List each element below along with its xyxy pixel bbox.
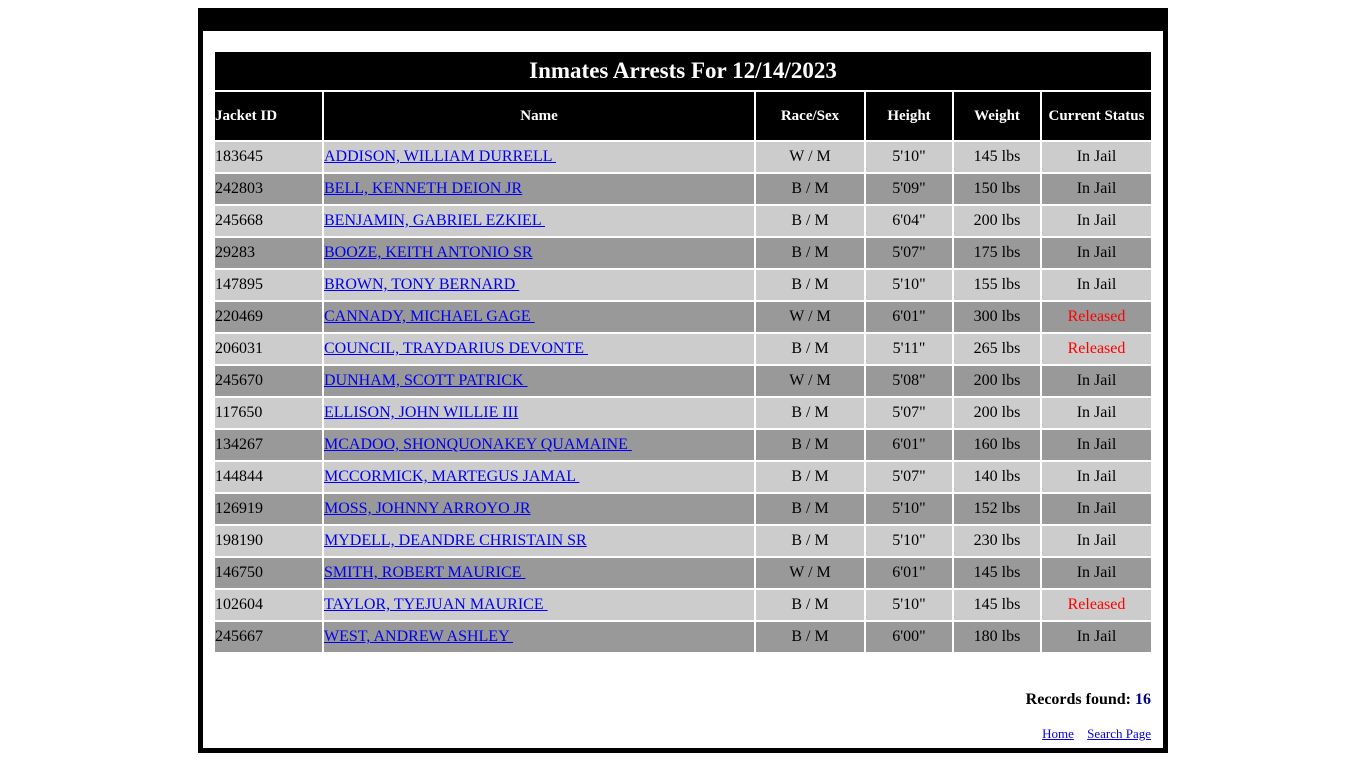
jacket-id-cell: 183645 — [215, 142, 322, 172]
weight-cell: 145 lbs — [954, 142, 1040, 172]
column-header-race-sex: Race/Sex — [756, 92, 864, 140]
status-cell: In Jail — [1042, 174, 1151, 204]
jacket-id-cell: 206031 — [215, 334, 322, 364]
weight-cell: 175 lbs — [954, 238, 1040, 268]
table-row — [215, 142, 1151, 172]
height-cell: 5'07" — [866, 462, 952, 492]
status-cell: Released — [1042, 590, 1151, 620]
weight-cell: 230 lbs — [954, 526, 1040, 556]
column-header-jacket-id: Jacket ID — [215, 92, 322, 140]
race-sex-cell: W / M — [756, 302, 864, 332]
page-title: Inmates Arrests For 12/14/2023 — [215, 52, 1151, 90]
inmate-name-link[interactable]: DUNHAM, SCOTT PATRICK — [324, 372, 528, 389]
jacket-id-cell: 147895 — [215, 270, 322, 300]
inmate-name-link[interactable]: WEST, ANDREW ASHLEY — [324, 628, 514, 645]
weight-cell: 200 lbs — [954, 398, 1040, 428]
status-cell: In Jail — [1042, 238, 1151, 268]
name-cell — [324, 206, 754, 236]
height-cell: 6'01" — [866, 430, 952, 460]
jacket-id-cell: 242803 — [215, 174, 322, 204]
inmate-name-link[interactable]: ADDISON, WILLIAM DURRELL — [324, 148, 556, 165]
name-cell — [324, 590, 754, 620]
jacket-id-cell: 144844 — [215, 462, 322, 492]
height-cell: 5'10" — [866, 526, 952, 556]
weight-cell: 145 lbs — [954, 558, 1040, 588]
inmate-name-link[interactable]: MCADOO, SHONQUONAKEY QUAMAINE — [324, 436, 632, 453]
jacket-id-cell: 117650 — [215, 398, 322, 428]
name-cell — [324, 558, 754, 588]
weight-cell: 200 lbs — [954, 366, 1040, 396]
jacket-id-cell: 220469 — [215, 302, 322, 332]
height-cell: 6'04" — [866, 206, 952, 236]
height-cell: 6'01" — [866, 302, 952, 332]
weight-cell: 152 lbs — [954, 494, 1040, 524]
name-cell — [324, 302, 754, 332]
status-cell: In Jail — [1042, 206, 1151, 236]
inmate-name-link[interactable]: CANNADY, MICHAEL GAGE — [324, 308, 535, 325]
table-row — [215, 526, 1151, 556]
height-cell: 5'07" — [866, 238, 952, 268]
table-header — [215, 92, 1151, 140]
jacket-id-cell: 29283 — [215, 238, 322, 268]
status-cell: Released — [1042, 302, 1151, 332]
records-count: 16 — [1135, 691, 1151, 708]
jacket-id-cell: 134267 — [215, 430, 322, 460]
race-sex-cell: B / M — [756, 590, 864, 620]
table-row — [215, 238, 1151, 268]
status-cell: In Jail — [1042, 366, 1151, 396]
height-cell: 6'01" — [866, 558, 952, 588]
race-sex-cell: W / M — [756, 558, 864, 588]
race-sex-cell: W / M — [756, 366, 864, 396]
weight-cell: 300 lbs — [954, 302, 1040, 332]
race-sex-cell: B / M — [756, 206, 864, 236]
race-sex-cell: B / M — [756, 462, 864, 492]
name-cell — [324, 430, 754, 460]
race-sex-cell: B / M — [756, 334, 864, 364]
records-label: Records found: — [1025, 691, 1131, 708]
name-cell — [324, 398, 754, 428]
inmate-name-link[interactable]: MCCORMICK, MARTEGUS JAMAL — [324, 468, 580, 485]
jacket-id-cell: 245670 — [215, 366, 322, 396]
weight-cell: 155 lbs — [954, 270, 1040, 300]
status-cell: In Jail — [1042, 430, 1151, 460]
jacket-id-cell: 245668 — [215, 206, 322, 236]
status-cell: In Jail — [1042, 270, 1151, 300]
weight-cell: 265 lbs — [954, 334, 1040, 364]
column-header-name: Name — [324, 92, 754, 140]
table-row — [215, 462, 1151, 492]
name-cell — [324, 174, 754, 204]
weight-cell: 150 lbs — [954, 174, 1040, 204]
table-row — [215, 366, 1151, 396]
race-sex-cell: B / M — [756, 622, 864, 652]
inmate-name-link[interactable]: SMITH, ROBERT MAURICE — [324, 564, 526, 581]
name-cell — [324, 494, 754, 524]
status-cell: In Jail — [1042, 526, 1151, 556]
table-row — [215, 558, 1151, 588]
inmate-name-link[interactable]: BENJAMIN, GABRIEL EZKIEL — [324, 212, 546, 229]
table-row — [215, 334, 1151, 364]
name-cell — [324, 366, 754, 396]
column-header-height: Height — [866, 92, 952, 140]
race-sex-cell: B / M — [756, 430, 864, 460]
height-cell: 5'09" — [866, 174, 952, 204]
inmate-name-link[interactable]: MYDELL, DEANDRE CHRISTAIN SR — [324, 532, 587, 549]
race-sex-cell: B / M — [756, 398, 864, 428]
table-row — [215, 622, 1151, 652]
name-cell — [324, 238, 754, 268]
table-row — [215, 494, 1151, 524]
jacket-id-cell: 245667 — [215, 622, 322, 652]
name-cell — [324, 142, 754, 172]
inmate-name-link[interactable]: ELLISON, JOHN WILLIE III — [324, 404, 519, 421]
inmate-name-link[interactable]: COUNCIL, TRAYDARIUS DEVONTE — [324, 340, 589, 357]
table-row — [215, 206, 1151, 236]
name-cell — [324, 334, 754, 364]
column-header-weight: Weight — [954, 92, 1040, 140]
name-cell — [324, 462, 754, 492]
column-header-status: Current Status — [1042, 92, 1151, 140]
inmate-name-link[interactable]: BELL, KENNETH DEION JR — [324, 180, 523, 197]
race-sex-cell: B / M — [756, 526, 864, 556]
jacket-id-cell: 102604 — [215, 590, 322, 620]
jacket-id-cell: 146750 — [215, 558, 322, 588]
table-row — [215, 174, 1151, 204]
height-cell: 6'00" — [866, 622, 952, 652]
content-panel — [203, 31, 1163, 748]
height-cell: 5'10" — [866, 494, 952, 524]
race-sex-cell: B / M — [756, 270, 864, 300]
name-cell — [324, 622, 754, 652]
height-cell: 5'10" — [866, 270, 952, 300]
inmate-name-link[interactable]: MOSS, JOHNNY ARROYO JR — [324, 500, 531, 517]
search-page-link[interactable]: Search Page — [1087, 726, 1151, 741]
name-cell — [324, 526, 754, 556]
name-cell — [324, 270, 754, 300]
race-sex-cell: B / M — [756, 238, 864, 268]
weight-cell: 160 lbs — [954, 430, 1040, 460]
status-cell: In Jail — [1042, 398, 1151, 428]
status-cell: In Jail — [1042, 462, 1151, 492]
weight-cell: 145 lbs — [954, 590, 1040, 620]
table-row — [215, 590, 1151, 620]
table-row — [215, 398, 1151, 428]
height-cell: 5'10" — [866, 142, 952, 172]
inmate-name-link[interactable]: TAYLOR, TYEJUAN MAURICE — [324, 596, 548, 613]
jacket-id-cell: 198190 — [215, 526, 322, 556]
records-found — [1026, 691, 1151, 709]
footer-links — [1032, 726, 1151, 742]
table-row — [215, 270, 1151, 300]
page-frame — [198, 8, 1168, 753]
status-cell: Released — [1042, 334, 1151, 364]
inmate-name-link[interactable]: BOOZE, KEITH ANTONIO SR — [324, 244, 533, 261]
status-cell: In Jail — [1042, 494, 1151, 524]
race-sex-cell: B / M — [756, 494, 864, 524]
height-cell: 5'11" — [866, 334, 952, 364]
inmates-table — [213, 50, 1153, 654]
height-cell: 5'10" — [866, 590, 952, 620]
home-link[interactable]: Home — [1042, 726, 1074, 741]
height-cell: 5'07" — [866, 398, 952, 428]
race-sex-cell: B / M — [756, 174, 864, 204]
jacket-id-cell: 126919 — [215, 494, 322, 524]
inmate-name-link[interactable]: BROWN, TONY BERNARD — [324, 276, 520, 293]
table-body — [215, 142, 1151, 652]
status-cell: In Jail — [1042, 622, 1151, 652]
race-sex-cell: W / M — [756, 142, 864, 172]
table-row — [215, 430, 1151, 460]
height-cell: 5'08" — [866, 366, 952, 396]
weight-cell: 180 lbs — [954, 622, 1040, 652]
table-row — [215, 302, 1151, 332]
status-cell: In Jail — [1042, 558, 1151, 588]
weight-cell: 140 lbs — [954, 462, 1040, 492]
weight-cell: 200 lbs — [954, 206, 1040, 236]
status-cell: In Jail — [1042, 142, 1151, 172]
